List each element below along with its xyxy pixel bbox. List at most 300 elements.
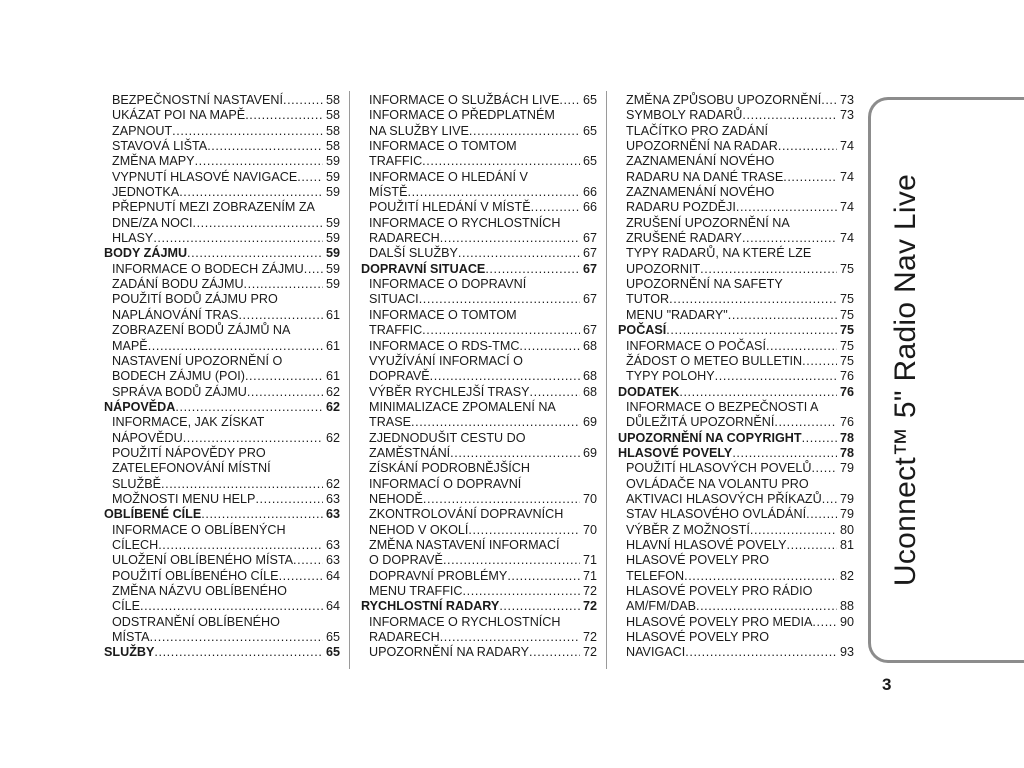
toc-entry xyxy=(104,262,340,277)
toc-entry xyxy=(618,139,854,154)
toc-section-heading xyxy=(104,246,340,261)
toc-entry-title: AKTIVACI HLASOVÝCH PŘÍKAZŮ xyxy=(626,491,822,506)
toc-page-number: 65 xyxy=(325,630,340,645)
toc-entry xyxy=(104,124,340,139)
toc-page-number: 59 xyxy=(325,246,340,261)
toc-entry-title: HLAVNÍ HLASOVÉ POVELY xyxy=(626,537,787,552)
toc-entry xyxy=(618,477,854,492)
toc-entry-title: DOPRAVNÍ PROBLÉMY xyxy=(369,568,508,583)
toc-page-number: 62 xyxy=(325,476,340,491)
dot-leader xyxy=(293,553,323,568)
dot-leader xyxy=(158,538,323,553)
toc-page-number: 75 xyxy=(839,261,854,276)
toc-entry xyxy=(104,630,340,645)
toc-page-number: 76 xyxy=(839,369,854,384)
dot-leader xyxy=(238,308,323,323)
dot-leader xyxy=(411,415,580,430)
toc-entry-title: CÍLECH xyxy=(112,537,159,552)
toc-entry-title: POČASÍ xyxy=(618,323,667,338)
toc-entry-title: O DOPRAVĚ xyxy=(369,553,443,568)
toc-entry-title: MINIMALIZACE ZPOMALENÍ NA xyxy=(369,399,556,414)
toc-entry-title: ZATELEFONOVÁNÍ MÍSTNÍ xyxy=(112,461,271,476)
dot-leader xyxy=(685,645,837,660)
toc-entry xyxy=(104,477,340,492)
toc-entry xyxy=(618,492,854,507)
toc-entry xyxy=(361,569,597,584)
toc-entry-title: TELEFON xyxy=(626,568,685,583)
toc-page-number: 72 xyxy=(582,645,597,660)
toc-page-number: 65 xyxy=(582,93,597,107)
toc-entry xyxy=(618,308,854,323)
toc-entry-title: MOŽNOSTI MENU HELP xyxy=(112,491,256,506)
toc-entry xyxy=(618,645,854,660)
toc-page-number: 59 xyxy=(325,277,340,292)
dot-leader xyxy=(422,323,580,338)
toc-page-number: 59 xyxy=(325,185,340,200)
toc-entry xyxy=(618,538,854,553)
toc-page-number: 67 xyxy=(582,292,597,307)
dot-leader xyxy=(822,492,837,507)
toc-entry xyxy=(618,262,854,277)
toc-entry-title: ZKONTROLOVÁNÍ DOPRAVNÍCH xyxy=(369,507,564,522)
dot-leader xyxy=(742,108,837,123)
toc-entry xyxy=(104,415,340,430)
toc-page-number: 79 xyxy=(839,507,854,522)
toc-entry xyxy=(618,569,854,584)
dot-leader xyxy=(468,523,580,538)
toc-page-number: 72 xyxy=(582,630,597,645)
toc-entry xyxy=(104,170,340,185)
toc-entry-title: JEDNOTKA xyxy=(112,185,180,200)
toc-entry-title: NA SLUŽBY LIVE xyxy=(369,123,469,138)
toc-entry-title: NEHODĚ xyxy=(369,491,423,506)
dot-leader xyxy=(195,154,323,169)
toc-entry-title: DOPRAVNÍ SITUACE xyxy=(361,261,486,276)
toc-page-number: 61 xyxy=(325,307,340,322)
dot-leader xyxy=(245,108,323,123)
toc-entry xyxy=(618,415,854,430)
toc-entry-title: INFORMACE O TOMTOM xyxy=(369,139,517,154)
toc-entry xyxy=(104,200,340,215)
toc-entry-title: INFORMACE O POČASÍ xyxy=(626,338,766,353)
toc-entry-title: INFORMACE O BODECH ZÁJMU xyxy=(112,261,304,276)
dot-leader xyxy=(161,477,323,492)
toc-entry xyxy=(104,216,340,231)
toc-entry xyxy=(361,385,597,400)
toc-entry-title: SLUŽBY xyxy=(104,645,155,660)
toc-entry xyxy=(618,277,854,292)
toc-page-number: 68 xyxy=(582,369,597,384)
toc-entry xyxy=(618,630,854,645)
toc-page-number: 67 xyxy=(582,261,597,276)
dot-leader xyxy=(732,446,837,461)
dot-leader xyxy=(450,446,580,461)
toc-entry xyxy=(361,308,597,323)
toc-section-heading xyxy=(618,431,854,446)
dot-leader xyxy=(529,645,580,660)
toc-page-number: 75 xyxy=(839,292,854,307)
toc-page-number: 78 xyxy=(839,445,854,460)
toc-page-number: 81 xyxy=(839,537,854,552)
toc-entry xyxy=(618,369,854,384)
toc-entry-title: MAPĚ xyxy=(112,338,148,353)
toc-entry xyxy=(104,323,340,338)
toc-entry xyxy=(104,369,340,384)
dot-leader xyxy=(440,231,580,246)
toc-entry-title: ZMĚNA MAPY xyxy=(112,154,195,169)
toc-section-heading xyxy=(104,400,340,415)
toc-entry-title: MÍSTA xyxy=(112,630,150,645)
toc-entry xyxy=(104,385,340,400)
toc-entry-title: VÝBĚR Z MOŽNOSTÍ xyxy=(626,522,750,537)
toc-entry xyxy=(104,231,340,246)
toc-page-number: 71 xyxy=(582,568,597,583)
toc-page-number: 69 xyxy=(582,415,597,430)
dot-leader xyxy=(407,185,580,200)
toc-entry xyxy=(104,154,340,169)
toc-entry xyxy=(104,461,340,476)
toc-entry-title: RADARECH xyxy=(369,231,440,246)
toc-entry-title: STAVOVÁ LIŠTA xyxy=(112,139,208,154)
toc-entry-title: INFORMACE O BEZPEČNOSTI A xyxy=(626,399,819,414)
toc-entry xyxy=(361,645,597,660)
dot-leader xyxy=(279,569,323,584)
toc-entry xyxy=(361,354,597,369)
toc-entry-title: OBLÍBENÉ CÍLE xyxy=(104,507,202,522)
toc-entry-title: INFORMACE O TOMTOM xyxy=(369,307,517,322)
toc-entry-title: TYPY POLOHY xyxy=(626,369,715,384)
toc-page-number: 75 xyxy=(839,307,854,322)
column-divider-1 xyxy=(349,91,350,669)
toc-entry xyxy=(361,93,597,108)
toc-entry-title: TYPY RADARŮ, NA KTERÉ LZE xyxy=(626,246,812,261)
toc-page-number: 64 xyxy=(325,599,340,614)
dot-leader xyxy=(531,200,580,215)
toc-entry-title: INFORMACÍ O DOPRAVNÍ xyxy=(369,476,522,491)
dot-leader xyxy=(423,492,580,507)
toc-entry xyxy=(618,170,854,185)
toc-page-number: 70 xyxy=(582,491,597,506)
toc-entry xyxy=(361,431,597,446)
toc-entry-title: POUŽITÍ BODŮ ZÁJMU PRO xyxy=(112,292,278,307)
toc-section-heading xyxy=(361,262,597,277)
dot-leader xyxy=(742,231,837,246)
dot-leader xyxy=(684,569,837,584)
dot-leader xyxy=(774,415,837,430)
toc-entry-title: NÁPOVĚDU xyxy=(112,430,183,445)
toc-page-number: 62 xyxy=(325,384,340,399)
toc-entry-title: DALŠÍ SLUŽBY xyxy=(369,246,458,261)
toc-entry-title: DODATEK xyxy=(618,384,680,399)
toc-entry xyxy=(361,415,597,430)
dot-leader xyxy=(255,492,323,507)
toc-page-number: 88 xyxy=(839,599,854,614)
toc-column-3 xyxy=(618,93,854,661)
toc-entry-title: ZJEDNODUŠIT CESTU DO xyxy=(369,430,526,445)
dot-leader xyxy=(778,139,837,154)
toc-entry xyxy=(104,139,340,154)
toc-section-heading xyxy=(361,599,597,614)
toc-entry-title: NÁPOVĚDA xyxy=(104,399,176,414)
toc-entry-title: SLUŽBĚ xyxy=(112,476,161,491)
toc-entry-title: DŮLEŽITÁ UPOZORNĚNÍ xyxy=(626,415,775,430)
toc-page-number: 66 xyxy=(582,185,597,200)
toc-page-number: 63 xyxy=(325,537,340,552)
toc-entry-title: HLASY xyxy=(112,231,154,246)
toc-entry-title: UKÁZAT POI NA MAPĚ xyxy=(112,108,246,123)
dot-leader xyxy=(153,231,323,246)
toc-entry-title: ZOBRAZENÍ BODŮ ZÁJMŮ NA xyxy=(112,323,291,338)
toc-page-number: 68 xyxy=(582,384,597,399)
dot-leader xyxy=(700,262,837,277)
dot-leader xyxy=(283,93,323,108)
toc-entry xyxy=(361,400,597,415)
toc-entry xyxy=(361,369,597,384)
toc-page-number: 59 xyxy=(325,169,340,184)
toc-entry xyxy=(618,216,854,231)
toc-entry-title: MENU "RADARY" xyxy=(626,307,728,322)
toc-entry-title: ZRUŠENÍ UPOZORNĚNÍ NA xyxy=(626,215,790,230)
toc-page-number: 80 xyxy=(839,522,854,537)
toc-entry-title: NEHOD V OKOLÍ xyxy=(369,522,469,537)
toc-entry xyxy=(618,599,854,614)
toc-page-number: 74 xyxy=(839,231,854,246)
toc-entry-title: NAPLÁNOVÁNÍ TRAS xyxy=(112,307,239,322)
toc-entry xyxy=(618,124,854,139)
toc-entry xyxy=(618,246,854,261)
page-number: 3 xyxy=(882,675,892,694)
toc-page-number: 68 xyxy=(582,338,597,353)
toc-page-number: 93 xyxy=(839,645,854,660)
dot-leader xyxy=(443,553,580,568)
toc-entry xyxy=(361,461,597,476)
dot-leader xyxy=(821,93,837,108)
dot-leader xyxy=(666,323,837,338)
toc-entry xyxy=(361,277,597,292)
toc-page-number: 58 xyxy=(325,139,340,154)
toc-page-number: 61 xyxy=(325,369,340,384)
toc-entry-title: INFORMACE O SLUŽBÁCH LIVE xyxy=(369,93,560,107)
toc-entry xyxy=(361,185,597,200)
dot-leader xyxy=(244,277,323,292)
toc-entry-title: ZAMĚSTNÁNÍ xyxy=(369,445,451,460)
toc-page-number: 67 xyxy=(582,246,597,261)
toc-entry xyxy=(104,538,340,553)
toc-entry xyxy=(618,553,854,568)
dot-leader xyxy=(736,200,837,215)
toc-entry-title: HLASOVÉ POVELY PRO xyxy=(626,630,770,645)
dot-leader xyxy=(245,369,323,384)
toc-entry-title: ZAPNOUT xyxy=(112,123,173,138)
toc-entry xyxy=(104,354,340,369)
toc-page-number: 90 xyxy=(839,614,854,629)
toc-entry xyxy=(361,323,597,338)
toc-entry-title: INFORMACE O OBLÍBENÝCH xyxy=(112,522,286,537)
dot-leader xyxy=(247,385,323,400)
toc-entry-title: AM/FM/DAB xyxy=(626,599,696,614)
toc-entry-title: ZRUŠENÉ RADARY xyxy=(626,231,742,246)
toc-page-number: 58 xyxy=(325,93,340,107)
dot-leader xyxy=(140,599,323,614)
dot-leader xyxy=(559,93,580,108)
dot-leader xyxy=(201,507,323,522)
toc-entry xyxy=(618,400,854,415)
toc-page-number: 66 xyxy=(582,200,597,215)
toc-entry-title: TRAFFIC xyxy=(369,323,423,338)
toc-page-number: 75 xyxy=(839,323,854,338)
toc-entry xyxy=(104,292,340,307)
toc-entry-title: HLASOVÉ POVELY xyxy=(618,445,733,460)
toc-entry-title: RADARU NA DANÉ TRASE xyxy=(626,169,784,184)
toc-entry-title: UPOZORNĚNÍ NA SAFETY xyxy=(626,277,783,292)
toc-entry xyxy=(618,292,854,307)
toc-entry-title: INFORMACE, JAK ZÍSKAT xyxy=(112,415,265,430)
toc-entry-title: VYPNUTÍ HLASOVÉ NAVIGACE xyxy=(112,169,298,184)
dot-leader xyxy=(715,369,837,384)
toc-page-number: 71 xyxy=(582,553,597,568)
toc-entry xyxy=(618,354,854,369)
toc-page-number: 59 xyxy=(325,261,340,276)
toc-entry xyxy=(361,615,597,630)
toc-entry xyxy=(361,538,597,553)
dot-leader xyxy=(179,185,323,200)
toc-entry xyxy=(361,292,597,307)
toc-entry xyxy=(104,308,340,323)
toc-entry xyxy=(618,93,854,108)
toc-page-number: 58 xyxy=(325,123,340,138)
dot-leader xyxy=(507,569,580,584)
toc-page-number: 70 xyxy=(582,522,597,537)
toc-page-number: 62 xyxy=(325,399,340,414)
toc-entry-title: ZMĚNA NASTAVENÍ INFORMACÍ xyxy=(369,537,560,552)
toc-entry-title: POUŽITÍ NÁPOVĚDY PRO xyxy=(112,445,266,460)
toc-entry-title: VÝBĚR RYCHLEJŠÍ TRASY xyxy=(369,384,530,399)
dot-leader xyxy=(802,354,837,369)
toc-page-number: 63 xyxy=(325,507,340,522)
toc-entry-title: NASTAVENÍ UPOZORNĚNÍ O xyxy=(112,353,283,368)
toc-entry xyxy=(361,200,597,215)
toc-entry xyxy=(361,170,597,185)
toc-entry xyxy=(618,507,854,522)
toc-entry-title: INFORMACE O DOPRAVNÍ xyxy=(369,277,527,292)
dot-leader xyxy=(750,523,837,538)
toc-entry-title: TRASE xyxy=(369,415,411,430)
toc-entry xyxy=(361,154,597,169)
toc-entry-title: UPOZORNĚNÍ NA RADARY xyxy=(369,645,530,660)
toc-entry xyxy=(361,630,597,645)
dot-leader xyxy=(530,385,580,400)
toc-page-number: 72 xyxy=(582,584,597,598)
dot-leader xyxy=(187,246,323,261)
toc-column-2 xyxy=(361,93,597,661)
toc-page-number: 75 xyxy=(839,338,854,353)
column-divider-2 xyxy=(606,91,607,669)
toc-entry-title: SYMBOLY RADARŮ xyxy=(626,108,743,123)
dot-leader xyxy=(148,339,323,354)
toc-entry-title: BODY ZÁJMU xyxy=(104,246,188,261)
toc-entry xyxy=(104,277,340,292)
toc-page-number: 76 xyxy=(839,384,854,399)
dot-leader xyxy=(469,124,580,139)
toc-entry xyxy=(361,523,597,538)
dot-leader xyxy=(207,139,323,154)
dot-leader xyxy=(812,615,837,630)
toc-entry-title: RADARECH xyxy=(369,630,440,645)
toc-entry xyxy=(361,108,597,123)
toc-entry xyxy=(104,584,340,599)
toc-page-number: 78 xyxy=(839,430,854,445)
toc-entry xyxy=(104,431,340,446)
toc-entry-title: ZMĚNA ZPŮSOBU UPOZORNĚNÍ xyxy=(626,93,822,107)
toc-entry-title: HLASOVÉ POVELY PRO RÁDIO xyxy=(626,584,813,598)
toc-entry-title: INFORMACE O RDS-TMC xyxy=(369,338,520,353)
toc-section-heading xyxy=(618,385,854,400)
dot-leader xyxy=(422,154,580,169)
toc-page-number: 73 xyxy=(839,108,854,123)
toc-page-number: 58 xyxy=(325,108,340,123)
toc-entry xyxy=(104,339,340,354)
toc-page-number: 67 xyxy=(582,323,597,338)
toc-page-number: 59 xyxy=(325,215,340,230)
toc-entry xyxy=(104,599,340,614)
toc-entry-title: OVLÁDAČE NA VOLANTU PRO xyxy=(626,476,809,491)
toc-entry-title: HLASOVÉ POVELY PRO MEDIA xyxy=(626,614,813,629)
toc-entry-title: INFORMACE O PŘEDPLATNÉM xyxy=(369,108,555,123)
toc-entry xyxy=(361,477,597,492)
toc-entry xyxy=(104,569,340,584)
dot-leader xyxy=(519,339,580,354)
toc-section-heading xyxy=(104,507,340,522)
dot-leader xyxy=(458,246,580,261)
toc-page-number: 64 xyxy=(325,568,340,583)
dot-leader xyxy=(696,599,837,614)
toc-entry-title: ODSTRANĚNÍ OBLÍBENÉHO xyxy=(112,614,280,629)
toc-page-number: 72 xyxy=(582,599,597,614)
toc-entry xyxy=(104,523,340,538)
toc-entry xyxy=(361,446,597,461)
toc-entry-title: ZMĚNA NÁZVU OBLÍBENÉHO xyxy=(112,584,287,598)
toc-entry-title: ZÍSKÁNÍ PODROBNĚJŠÍCH xyxy=(369,461,530,476)
toc-entry xyxy=(104,108,340,123)
toc-entry xyxy=(618,200,854,215)
toc-page-number: 62 xyxy=(325,430,340,445)
toc-entry-title: ZAZNAMENÁNÍ NOVÉHO xyxy=(626,154,775,169)
toc-entry xyxy=(361,584,597,599)
toc-page-number: 65 xyxy=(325,645,340,660)
dot-leader xyxy=(806,507,837,522)
toc-entry-title: PŘEPNUTÍ MEZI ZOBRAZENÍM ZA xyxy=(112,200,315,215)
toc-page-number: 76 xyxy=(839,415,854,430)
toc-entry-title: RYCHLOSTNÍ RADARY xyxy=(361,599,500,614)
toc-entry-title: NAVIGACI xyxy=(626,645,686,660)
toc-entry-title: UPOZORNĚNÍ NA RADAR xyxy=(626,139,778,154)
toc-entry-title: POUŽITÍ HLEDÁNÍ V MÍSTĚ xyxy=(369,200,531,215)
side-title: Uconnect™ 5" Radio Nav Live xyxy=(889,173,922,587)
toc-page-number: 69 xyxy=(582,445,597,460)
dot-leader xyxy=(183,431,323,446)
toc-page-number: 74 xyxy=(839,169,854,184)
toc-entry xyxy=(104,553,340,568)
toc-entry-title: INFORMACE O RYCHLOSTNÍCH xyxy=(369,215,561,230)
toc-page-number: 73 xyxy=(839,93,854,107)
toc-section-heading xyxy=(104,645,340,660)
toc-entry xyxy=(104,615,340,630)
toc-entry-title: MENU TRAFFIC xyxy=(369,584,463,598)
toc-entry xyxy=(361,139,597,154)
toc-entry-title: CÍLE xyxy=(112,599,140,614)
dot-leader xyxy=(802,431,837,446)
toc-entry xyxy=(618,231,854,246)
